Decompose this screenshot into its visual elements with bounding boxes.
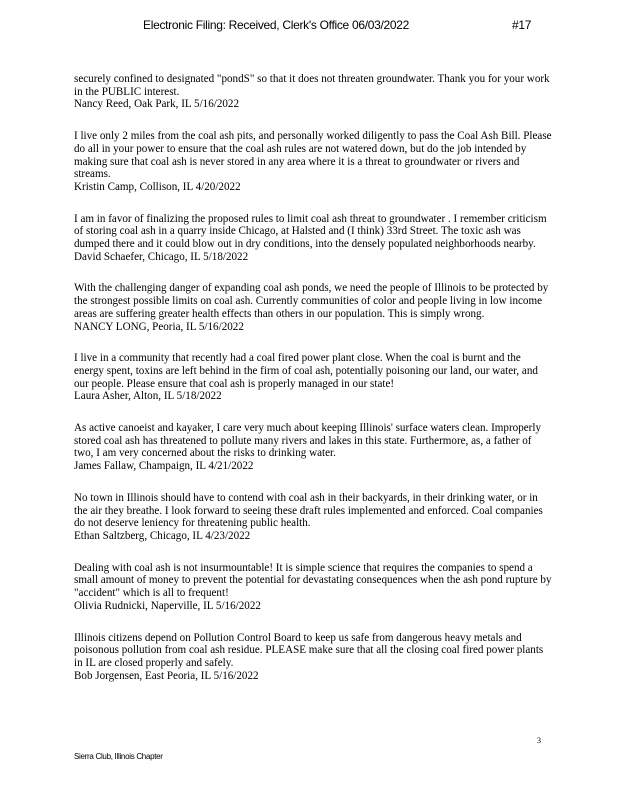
comment-6 — [74, 422, 552, 473]
comment-text: With the challenging danger of expanding coal ash ponds, we need the people of Illinois to be protected by the strongest possible limits on coal ash. Currently communities of color and people living in low income areas are suffering greater health effects than others in our population. This is simply wrong. — [74, 282, 549, 320]
comment-text: I am in favor of finalizing the proposed rules to limit coal ash threat to groundwater . I remember criticism of storing coal ash in a quarry inside Chicago, at Halsted and (I think) 33rd Street. The toxic ash was dumped there and it could blow out in dry conditions, into the densely populated neighborhoods nearby. — [74, 212, 547, 251]
comment-4 — [74, 282, 552, 333]
comment-text: I live only 2 miles from the coal ash pits, and personally worked diligently to pass the Coal Ash Bill. Please do all in your power to ensure that the coal ash rules are not watered down, but do the job intended by making sure that coal ash is never stored in any area where it is a threat to groundwater or rivers and streams. — [74, 130, 552, 181]
comment-signature: Olivia Rudnicki, Naperville, IL 5/16/2022 — [74, 599, 261, 612]
comment-2 — [74, 130, 552, 194]
filing-header — [0, 18, 618, 36]
comment-3 — [74, 213, 552, 264]
comment-signature: NANCY LONG, Peoria, IL 5/16/2022 — [74, 320, 244, 333]
comment-text: Illinois citizens depend on Pollution Control Board to keep us safe from dangerous heavy metals and poisonous pollution from coal ash residue. PLEASE make sure that all the closing coal fired power plants in IL are closed properly and safely. — [74, 631, 544, 669]
comment-text: As active canoeist and kayaker, I care very much about keeping Illinois' surface waters clean. Improperly stored coal ash has threatened to pollute many rivers and lakes in this state. Furthermore, as, a father of two, I am very concerned about the risks to drinking water. — [74, 422, 541, 460]
footer-organization: Sierra Club, Illinois Chapter — [74, 752, 163, 761]
comment-5 — [74, 352, 552, 403]
comment-text: Dealing with coal ash is not insurmountable! It is simple science that requires the companies to spend a small amount of money to prevent the potential for devastating consequences when the ash pond rupture by "accident" which is all to frequent! — [74, 561, 552, 600]
comment-signature: Kristin Camp, Collison, IL 4/20/2022 — [74, 180, 241, 193]
comment-signature: Ethan Saltzberg, Chicago, IL 4/23/2022 — [74, 529, 251, 542]
comment-signature: James Fallaw, Champaign, IL 4/21/2022 — [74, 460, 254, 473]
comment-signature: Bob Jorgensen, East Peoria, IL 5/16/2022 — [74, 669, 259, 682]
page-number: 3 — [537, 736, 541, 745]
comment-signature: Laura Asher, Alton, IL 5/18/2022 — [74, 390, 222, 403]
comment-signature: David Schaefer, Chicago, IL 5/18/2022 — [74, 250, 249, 263]
comment-text: securely confined to designated "pondS" so that it does not threaten groundwater. Thank you for your work in the PUBLIC interest. — [74, 73, 550, 98]
comment-9 — [74, 632, 552, 683]
comment-7 — [74, 492, 552, 543]
comment-signature: Nancy Reed, Oak Park, IL 5/16/2022 — [74, 98, 240, 111]
comment-text: No town in Illinois should have to contend with coal ash in their backyards, in their drinking water, or in the air they breathe. I look forward to seeing these draft rules implemented and enforced. Coal companies do not deserve leniency for threatening public health. — [74, 491, 543, 530]
comment-8 — [74, 562, 552, 613]
document-number: #17 — [512, 18, 532, 32]
comments-list — [74, 73, 552, 701]
comment-text: I live in a community that recently had a coal fired power plant close. When the coal is burnt and the energy spent, toxins are left behind in the firm of coal ash, potentially poisoning our land, our water, and our people. Please ensure that coal ash is properly managed in our state! — [74, 352, 538, 390]
comment-1 — [74, 73, 552, 111]
filing-stamp: Electronic Filing: Received, Clerk's Office 06/03/2022 — [143, 18, 410, 32]
